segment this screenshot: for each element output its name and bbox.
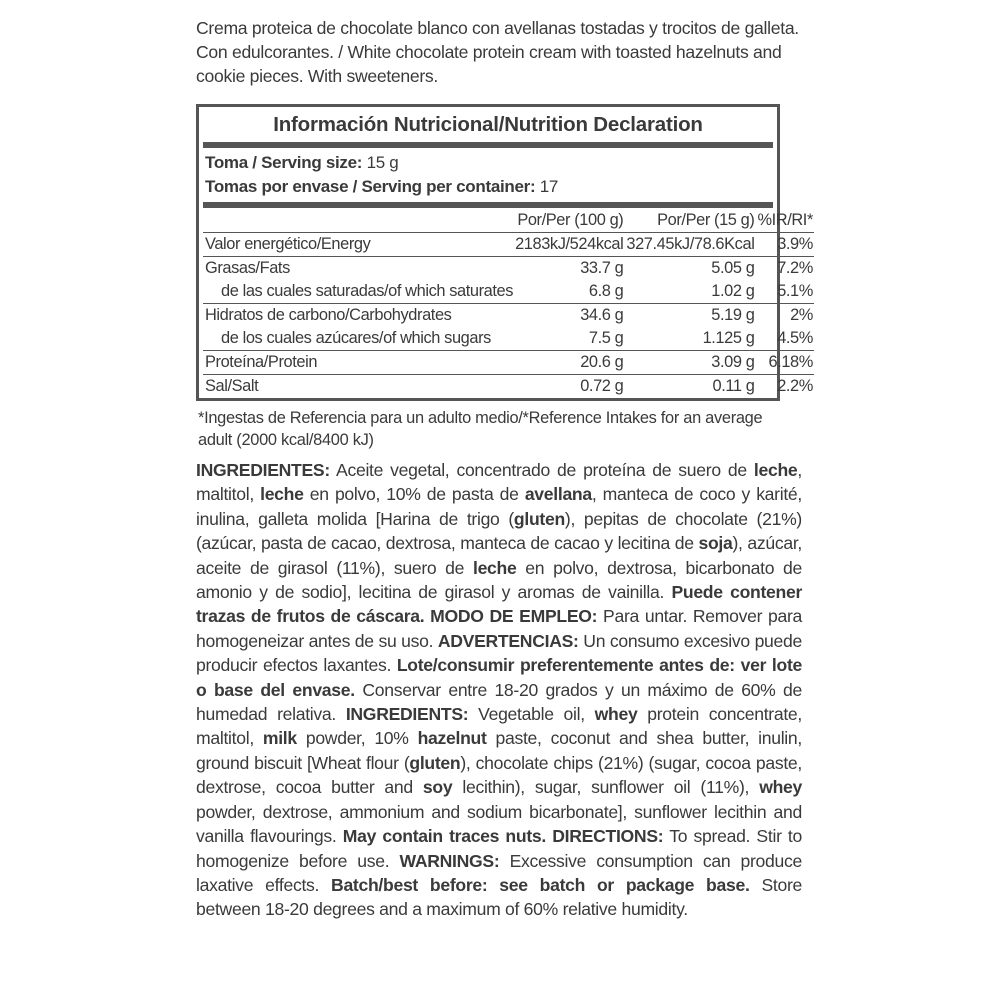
value-per100: 33.7 g bbox=[580, 259, 624, 277]
ingredient-emphasis: WARNINGS: bbox=[399, 850, 500, 871]
ingredient-emphasis: leche bbox=[753, 460, 798, 480]
table-row bbox=[203, 233, 814, 257]
value-per15: 1.125 g bbox=[624, 327, 755, 351]
servings-per-container-line bbox=[205, 175, 771, 199]
nutrient-label: Hidratos de carbono/Carbohydrates bbox=[205, 306, 452, 324]
ingredient-text: To spread. Stir to homogenize before use. bbox=[196, 826, 802, 871]
ingredient-text: , manteca de coco y karité, inulina, galleta molida [Harina de trigo ( bbox=[196, 484, 802, 529]
ingredient-text: paste, coconut and shea butter, inulin, ground biscuit [Wheat flour ( bbox=[196, 728, 802, 773]
ingredient-text: Excessive consumption can produce laxative effects. bbox=[196, 850, 802, 895]
ingredient-emphasis: leche bbox=[260, 484, 304, 505]
table-row bbox=[203, 327, 814, 351]
ingredient-text: Vegetable oil, bbox=[468, 704, 595, 725]
ingredient-text: Para untar. Remover para homogeneizar antes de su uso. bbox=[196, 606, 802, 651]
ingredient-text: ), chocolate chips (21%) (sugar, cocoa paste, dextrose, cocoa butter and bbox=[196, 752, 803, 798]
servings-value: 17 bbox=[539, 177, 559, 196]
value-per100: 2183kJ/524kcal bbox=[513, 233, 624, 257]
ingredient-emphasis: gluten bbox=[513, 508, 565, 529]
nutrient-rows bbox=[203, 208, 814, 398]
ingredients-text bbox=[196, 458, 802, 922]
servings-label: Tomas por envase / Serving per container: bbox=[205, 177, 536, 196]
nutrient-label: Proteína/Protein bbox=[203, 351, 513, 375]
value-per15: 0.11 g bbox=[712, 377, 755, 395]
nutrient-label: Sal/Salt bbox=[205, 377, 259, 395]
serving-size-line bbox=[205, 151, 771, 175]
ingredient-text: Aceite vegetal, concentrado de proteína de suero de bbox=[329, 460, 754, 480]
reference-intake-footnote: *Ingestas de Referencia para un adulto medio/*Reference Intakes for an average adult (2000 kcal/8400 kJ) bbox=[198, 409, 763, 449]
ingredient-text: Un consumo excesivo puede producir efectos laxantes. bbox=[196, 630, 802, 676]
ingredient-text: powder, 10% bbox=[296, 728, 418, 749]
label-content bbox=[196, 16, 813, 922]
ingredient-text: protein concentrate, maltitol, bbox=[196, 704, 802, 749]
column-header-row bbox=[203, 208, 814, 233]
serving-size-label: Toma / Serving size: bbox=[205, 153, 363, 172]
nutrient-label: Grasas/Fats bbox=[205, 259, 290, 277]
product-description: Crema proteica de chocolate blanco con avellanas tostadas y trocitos de galleta. Con edulcorantes. / White chocolate protein cream with toasted hazelnuts and cookie pieces. With sweeteners. bbox=[196, 18, 799, 86]
value-ri: 2.2% bbox=[777, 377, 813, 395]
value-per100: 34.6 g bbox=[580, 306, 624, 324]
ingredient-text: Store between 18-20 degrees and a maximum of 60% relative humidity. bbox=[196, 874, 803, 920]
table-row bbox=[203, 375, 814, 399]
nutrition-table-title: Información Nutricional/Nutrition Declaration bbox=[273, 113, 703, 136]
value-ri: 3.9% bbox=[755, 233, 814, 257]
value-per100: 0.72 g bbox=[580, 377, 624, 395]
ingredient-text: lecithin), sugar, sunflower oil (11%), bbox=[452, 777, 760, 798]
ingredient-emphasis: Batch/best before: see batch or package base. bbox=[331, 874, 750, 895]
ingredient-emphasis: milk bbox=[262, 728, 297, 749]
table-row bbox=[203, 304, 814, 328]
table-row bbox=[203, 351, 814, 375]
ingredient-emphasis: whey bbox=[594, 704, 638, 725]
value-per15: 5.05 g bbox=[711, 259, 755, 277]
header-per15: Por/Per (15 g) bbox=[624, 208, 755, 233]
ingredient-text: ), azúcar, aceite de girasol (11%), suero de bbox=[196, 533, 803, 578]
header-blank bbox=[203, 208, 513, 233]
value-ri: 4.5% bbox=[755, 327, 814, 351]
ingredient-text: en polvo, 10% de pasta de bbox=[303, 484, 525, 505]
ingredient-text: , maltitol, bbox=[196, 460, 802, 505]
header-ri: %IR/RI* bbox=[755, 208, 814, 233]
ingredient-emphasis: leche bbox=[472, 557, 517, 578]
value-per100: 6.8 g bbox=[513, 280, 624, 304]
value-per15: 3.09 g bbox=[624, 351, 755, 375]
ingredient-emphasis: INGREDIENTS: bbox=[345, 704, 469, 725]
serving-size-value: 15 g bbox=[366, 153, 399, 172]
value-per15: 1.02 g bbox=[624, 280, 755, 304]
nutrient-label: Valor energético/Energy bbox=[203, 233, 513, 257]
ingredient-emphasis: Puede contener trazas de frutos de cáscara. MODO DE EMPLEO: bbox=[196, 582, 802, 627]
ingredient-text: Conservar entre 18-20 grados y un máximo de 60% de humedad relativa. bbox=[196, 679, 802, 725]
ingredient-emphasis: Lote/consumir preferentemente antes de: ver lote o base del envase. bbox=[196, 655, 802, 700]
value-ri: 7.2% bbox=[777, 259, 813, 277]
nutrition-table bbox=[196, 104, 813, 401]
ingredient-text: ), pepitas de chocolate (21%) (azúcar, pasta de cacao, dextrosa, manteca de cacao y lecitina de bbox=[196, 508, 802, 554]
ingredient-emphasis: gluten bbox=[409, 752, 461, 773]
ingredient-emphasis: soja bbox=[698, 533, 733, 554]
ingredient-text: en polvo, dextrosa, bicarbonato de amonio y de sodio], lecitina de girasol y aromas de vainilla. bbox=[196, 557, 802, 603]
value-per100: 7.5 g bbox=[513, 327, 624, 351]
ingredient-text: powder, dextrose, ammonium and sodium bicarbonate], sunflower lecithin and vanilla flavourings. bbox=[196, 801, 802, 847]
value-ri: 6.18% bbox=[755, 351, 814, 375]
value-per15: 327.45kJ/78.6Kcal bbox=[624, 233, 755, 257]
value-per15: 5.19 g bbox=[711, 306, 755, 324]
nutrient-label: de los cuales azúcares/of which sugars bbox=[203, 327, 513, 351]
value-per100: 20.6 g bbox=[513, 351, 624, 375]
ingredient-emphasis: ADVERTENCIAS: bbox=[437, 630, 579, 651]
value-ri: 2% bbox=[790, 306, 813, 324]
table-row bbox=[203, 280, 814, 304]
table-row bbox=[203, 257, 814, 281]
ingredient-emphasis: avellana bbox=[524, 484, 592, 505]
serving-info bbox=[199, 148, 777, 202]
nutrient-label: de las cuales saturadas/of which saturates bbox=[203, 280, 513, 304]
ingredient-emphasis: May contain traces nuts. DIRECTIONS: bbox=[342, 826, 664, 847]
ingredient-emphasis: soy bbox=[422, 777, 453, 798]
header-per100: Por/Per (100 g) bbox=[513, 208, 624, 233]
value-ri: 5.1% bbox=[755, 280, 814, 304]
ingredient-emphasis: hazelnut bbox=[417, 728, 487, 749]
ingredient-emphasis: whey bbox=[759, 777, 802, 798]
ingredient-emphasis: INGREDIENTES: bbox=[196, 460, 330, 480]
